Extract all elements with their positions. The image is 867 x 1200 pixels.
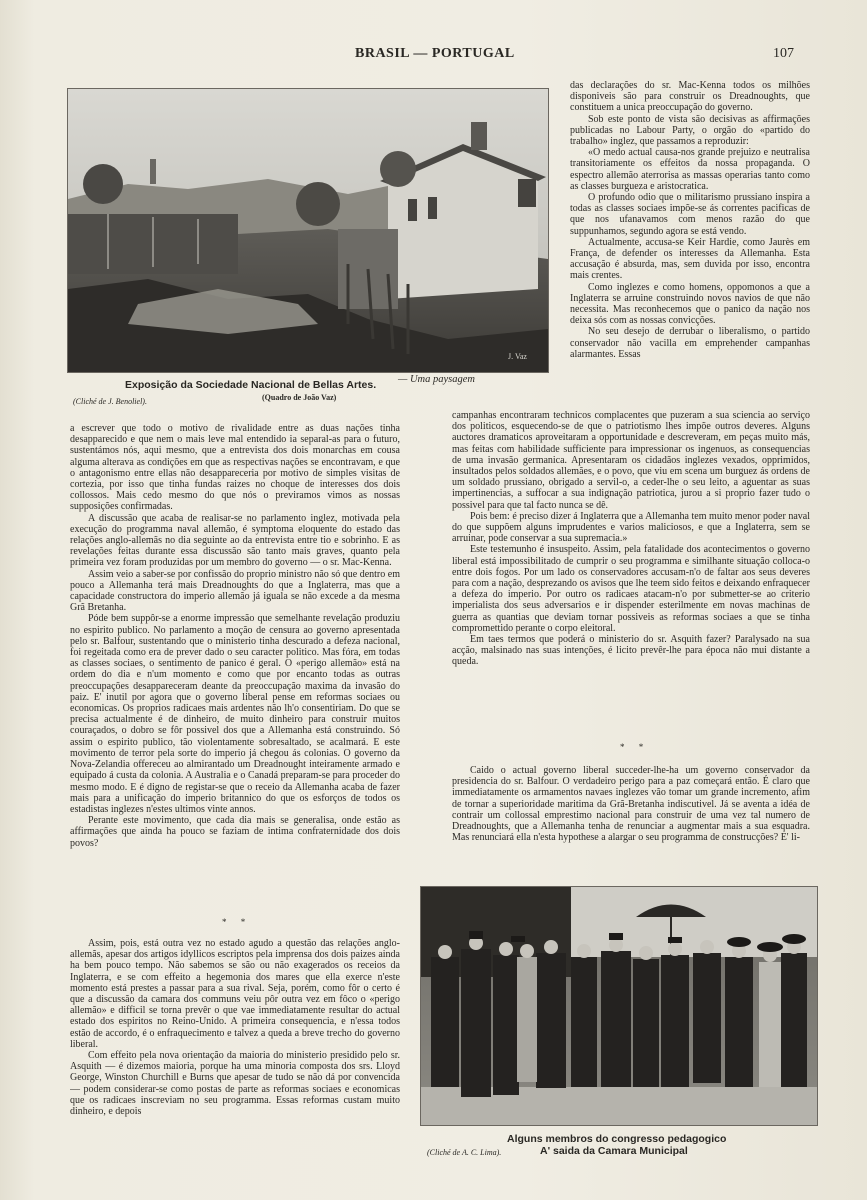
paragraph: Em taes termos que poderá o ministerio do sr. Asquith fazer? Paralysado na sua acção, malsinado nas suas intenções, é licito prevêr-lhe para época não mui distante a queda. [452, 634, 810, 668]
paragraph: Póde bem suppôr-se a enorme impressão que semelhante revelação produziu no espirito publico. No parlamento a moção de censura ao governo apresentada pelo sr. Balfour, sustentando que o ministerio tinha descurado a defeza nacional, foi regeitada como era de prever dado o seu caracter politico. Mas fóra, em todas as classes sociaes, o sentimento de panico é geral. O «perigo allemão» está na ordem do dia e n'um momento e como que por encanto todas as outras preoccupações desappareceram deante da preoccupação maxima da invasão do paiz. E' inutil por agora que o governo liberal pense em reformas sociaes ou economicas. Os proprios radicaes mais ardentes não lh'o consentiriam. Do que se precisa actualmente é de dinheiro, de muito dinheiro para construir muitos couraçados, o dobro se fôr possivel dos que a Allemanha está construindo. Só assim o espirito publico, tão violentamente sobresaltado, se acalmará. E este movimento de terror pela sorte do imperio já chegou ás colonias. O governo da Nova-Zelandia offereceu ao almirantado um Dreadnought inteiramente armado e equipado á custa da colonia. A Australia e o Canadá preparam-se para proceder do mesmo modo. E é digno de registar-se que o receio da Allemanha acaba de fazer mais para a unificação do imperio britannico do que os esforços de todos os estadistas inglezes n'estes ultimos vinte annos. [70, 613, 400, 815]
paragraph: Caido o actual governo liberal succeder-lhe-ha um governo conservador da presidencia do sr. Balfour. O verdadeiro perigo para a paz começará então. É claro que immediatamente os armamentos navaes inglezes vão tomar um grande incremento, afim de tornar a superioridade maritima da Grã-Bretanha indiscutivel. Já se aventa a idéa de contrair um collossal emprestimo nacional para construir de uma vez tal numero de Dreadnoughts, que a Allemanha tenha de renunciar a augmentar mais a sua esquadra. Mas renunciará ella n'esta hypothese a alargar o seu programma de construcções? E' li- [452, 765, 810, 844]
figure2-caption-line2: A' saida da Camara Municipal [540, 1145, 688, 1157]
paragraph: O profundo odio que o militarismo prussiano inspira a todas as classes sociaes impõe-se ás correntes pacificas de que nos ufanavamos com menos razão do que suppunhamos, segundo agora se está vendo. [570, 192, 810, 237]
article-column-left-bottom [70, 938, 400, 1168]
paragraph: A discussão que acaba de realisar-se no parlamento inglez, motivada pela execução do programma naval allemão, é symptoma eloquente do estado das relações anglo-allemãs no dia seguinte ao da entrevista entre tio e sobrinho. E as revelações feitas durante essa discussão são tanto mais graves, quanto pela primeira vez foram produzidas por um membro do governo — o sr. Mac-Kenna. [70, 512, 400, 569]
section-separator: * * [222, 917, 252, 927]
figure1-credit-left: (Cliché de J. Benoliel). [73, 397, 147, 406]
paragraph: Este testemunho é insuspeito. Assim, pela fatalidade dos acontecimentos o governo liberal está impossibilitado de cumprir o seu programma e similhante situação colloca-o entre dois fogos. Por um lado os conservadores accusam-n'o de faltar aos seus deveres para com a nação, desprezando os avisos que lhe teem sido feitos e deixando enfraquecer a defeza do imperio. Por outro os radicaes atacam-n'o por submetter-se ao criterio imperialista dos seus adversarios e ir dispender esterilmente em novas machinas de guerra as quantias que deviam tornar possiveis as reformas sociaes a que se tinha compromettido perante o corpo eleitoral. [452, 544, 810, 634]
painting-signature: J. Vaz [508, 352, 527, 361]
paragraph: «O medo actual causa-nos grande prejuizo e neutralisa transitoriamente os effeitos da nossa propaganda. O espectro allemão aterrorisa as massas operarias tanto como as classes burgueza e aristocratica. [570, 147, 810, 192]
paragraph: campanhas encontraram technicos complacentes que puzeram a sua sciencia ao serviço dos politicos, esquecendo-se de que o patriotismo lhes impõe outros deveres. Alguns auctores dramaticos aproveitaram a opportunidade e descreveram, em peças muito más, mas feitas com habilidade sufficiente para impressionar os ingenuos, as consequencias de uma invasão germanica. Apresentaram os cidadãos inglezes vexados, opprimidos, insultados pelos soldados allemães, e o povo, que viu em scena um burguez ás ordens de um soldado prussiano, obrigado a servil-o, a ceder-lhe o seu leito, a aguentar as suas impertinencias, a suffocar a sua indignação patriotica, jurou a si proprio fazer tudo o possivel para que tal facto nunca se dê. [452, 410, 810, 511]
page-number: 107 [773, 46, 794, 61]
figure1-credit-right: (Quadro de João Vaz) [262, 393, 337, 402]
figure2-credit: (Cliché de A. C. Lima). [427, 1148, 502, 1157]
paragraph: No seu desejo de derrubar o liberalismo, o partido conservador não vacilla em emprehender campanhas alarmantes. Essas [570, 326, 810, 360]
page-header-title: BRASIL — PORTUGAL [355, 46, 515, 61]
paragraph: Assim, pois, está outra vez no estado agudo a questão das relações anglo-allemãs, apesar dos artigos idyllicos escriptos pela imprensa dos dois paizes ainda ha bem pouco tempo. Não sabemos se são ou não exagerados os receios da Inglaterra, e se com effeito a hegemonia dos mares que ella exerce n'este momento está prestes a passar para a sua rival. Seja, porém, como fôr o certo é que a discussão da camara dos communs veiu pôr outra vez em fôco o «perigo allemão» e difficil se torna prevêr o que vae immediatamente resultar do actual estado dos espiritos no Reino-Unido. A primeira consequencia, e n'essa todos estão de accordo, é o enfraquecimento e talvez a queda a breve trecho do governo liberal. [70, 938, 400, 1050]
article-column-right-bottom [452, 765, 810, 865]
figure2-caption-line1: Alguns membros do congresso pedagogico [507, 1133, 727, 1145]
group-photo-image [421, 887, 817, 1125]
paragraph: das declarações do sr. Mac-Kenna todos os milhões disponiveis são para construir os Dreadnoughts, que constituem a unica preoccupação do governo. [570, 80, 810, 114]
figure1-caption-bold: Exposição da Sociedade Nacional de Bellas Artes. [125, 379, 377, 391]
paragraph: Perante este movimento, que cada dia mais se generalisa, onde estão as affirmações que ainda ha pouco se faziam de intima confraternidade dos dois povos? [70, 815, 400, 849]
paragraph: Actualmente, accusa-se Keir Hardie, como Jaurès em França, de defender os interesses da Allemanha. Esta accusação é absurda, mas, sem duvida por isso, encontra mais crentes. [570, 236, 810, 282]
article-column-right-top [570, 80, 810, 410]
paragraph: a escrever que todo o motivo de rivalidade entre as duas nações tinha desapparecido e que nem o mais leve mal entendido ia separal-as para o futuro, sustentámos nós, aqui mesmo, que a entrevista dos dois monarchas em cousa alguma alterava as condições em que as respectivas nações se encontravam, e que o antagonismo entre ellas não desappareceria por motivo de simples visitas de cortezia, por isso que tinha fundas raizes no choque de interesses dos dois collossos. Mais cedo mesmo do que nós o previramos vimos as nossas supposições confirmadas. [70, 423, 400, 513]
paragraph: Com effeito pela nova orientação da maioria do ministerio presidido pelo sr. Asquith — é dizemos maioria, porque ha uma minoria composta dos srs. Lloyd George, Winston Churchill e Burns que apesar de tudo se não dá por convencida — podem considerar-se como postas de parte as reformas sociaes e economicas que os radicaes inscreviam no seu programma. Essas reformas custam muito dinheiro, e depois [70, 1050, 400, 1118]
paragraph: Sob este ponto de vista são decisivas as affirmações publicadas no Labour Party, o orgão do «partido do trabalho» inglez, que passamos a reproduzir: [570, 113, 810, 148]
section-separator: * * [620, 742, 650, 752]
paragraph: Pois bem: é preciso dizer á Inglaterra que a Allemanha tem muito menor poder naval do que suppõem alguns imprudentes e varios maliciosos, e que a Inglaterra, sem se arruinar, pode conservar a sua supremacia.» [452, 510, 810, 545]
article-column-right-middle [452, 410, 810, 735]
paragraph: Assim veio a saber-se por confissão do proprio ministro não só que dentro em pouco a Allemanha terá mais Dreadnoughts do que a Inglaterra, mas que a capacidade constructora do imperio allemão já iguala se não excede a da mesma Grã Bretanha. [70, 568, 400, 614]
landscape-painting-image [68, 89, 548, 372]
article-column-left-top [70, 423, 400, 905]
landscape-painting-photo [67, 88, 549, 373]
group-photo [420, 886, 818, 1126]
figure1-caption-italic: — Uma paysagem [398, 374, 475, 385]
paragraph: Como inglezes e como homens, oppomonos a que a Inglaterra se arruine construindo novos navios de que não necessita. Mas reconhecemos que o panico da nação nos deixa sós com as nossas convicções. [570, 281, 810, 327]
